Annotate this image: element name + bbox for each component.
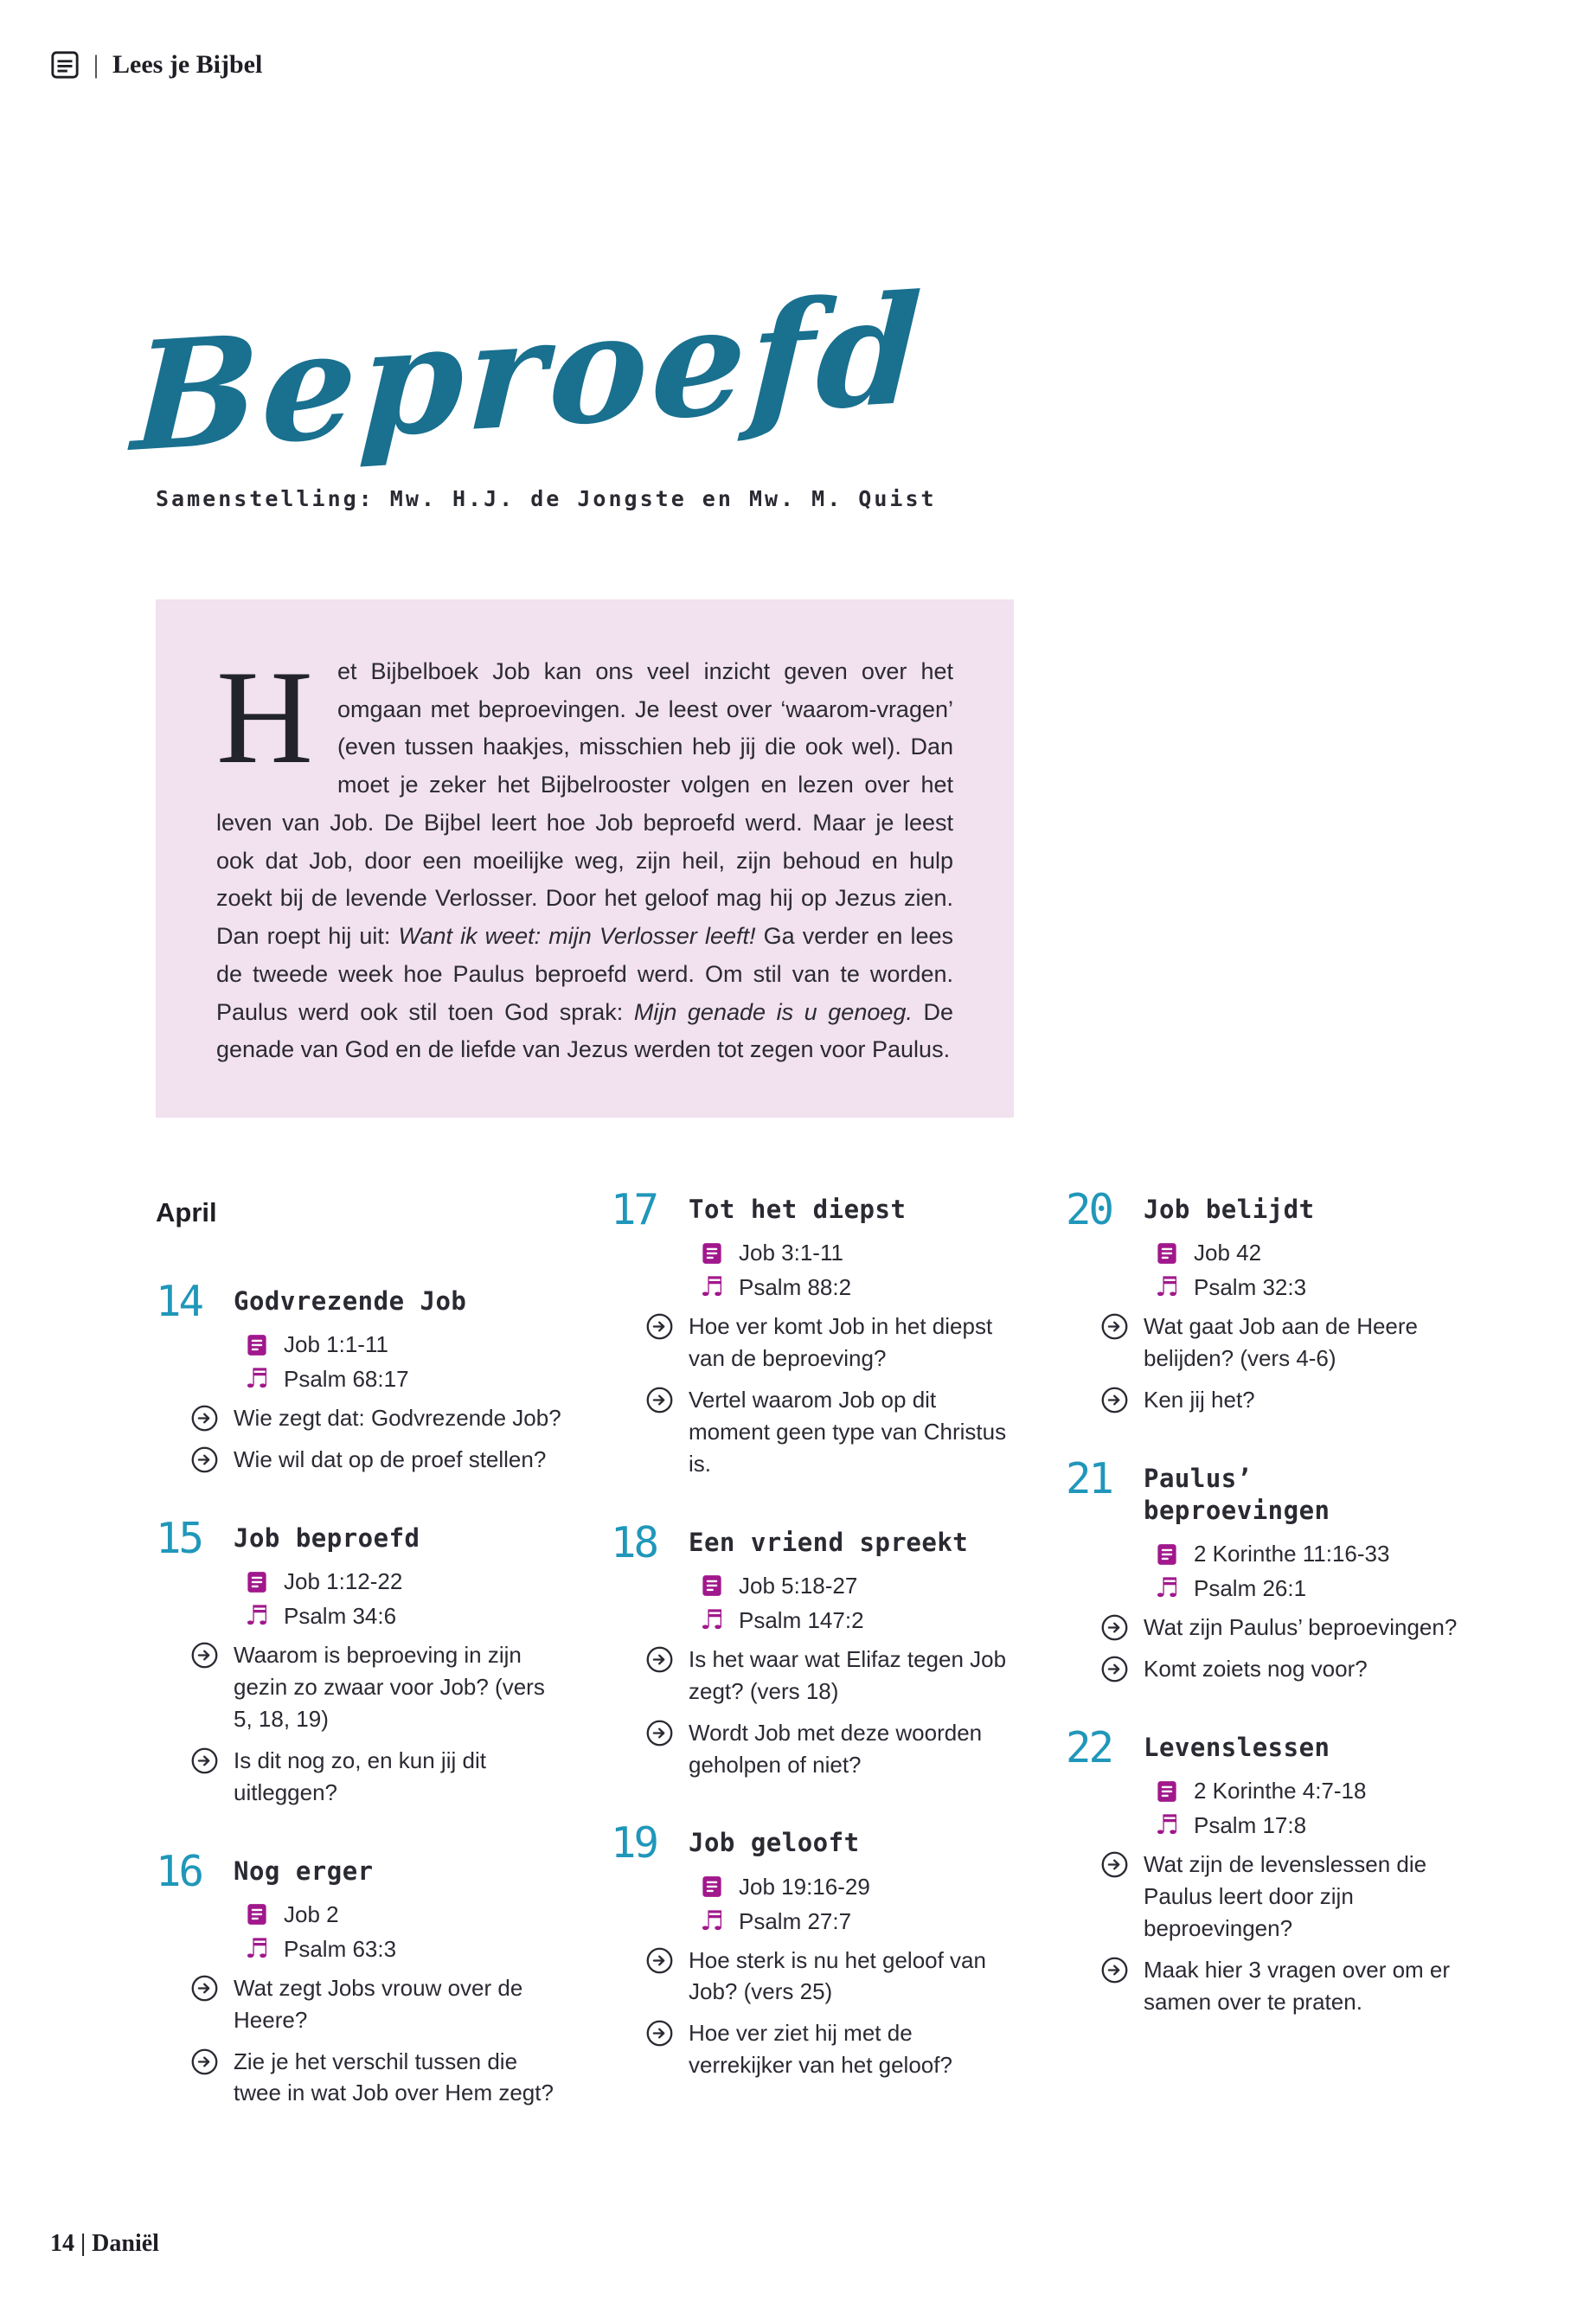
bible-reference: Job 3:1-11 (739, 1240, 843, 1266)
bible-reading-row (244, 1568, 562, 1595)
day-entry (611, 1517, 1017, 1781)
arrow-circle-icon (190, 2048, 219, 2076)
book-icon (244, 1332, 270, 1358)
day-number: 20 (1066, 1185, 1112, 1235)
arrow-circle-icon (645, 2019, 674, 2048)
arrow-circle-icon (645, 1386, 674, 1414)
dropcap-letter: H (216, 643, 313, 792)
page-header (50, 50, 262, 80)
question-text: Ken jij het? (1144, 1387, 1255, 1413)
day-entry (611, 1185, 1017, 1480)
music-note-icon: ♬ (245, 1600, 269, 1632)
psalm-row (699, 1272, 1017, 1304)
question-item (689, 1945, 1017, 2009)
psalm-reference: Psalm 68:17 (284, 1366, 409, 1393)
main-content (129, 0, 1475, 2156)
day-number: 18 (611, 1517, 657, 1567)
header-separator: | (93, 50, 99, 79)
question-text: Wat gaat Job aan de Heere belijden? (vers 4-6) (1144, 1313, 1419, 1372)
psalm-row (244, 1363, 562, 1395)
psalm-reference: Psalm 17:8 (1194, 1812, 1307, 1839)
intro-segment: et Bijbelboek Job kan ons veel inzicht geven over het omgaan met beproevingen. Je leest over ‘waarom-vragen’ (even tussen haakjes, misschien heb jij die ook wel). Dan moet je zeker het Bijbelrooster volgen en lezen over het leven van Job. De Bijbel leert hoe Job beproefd werd. Maar je leest ook dat Job, door een moeilijke weg, zijn heil, zijn behoud en hulp zoekt bij de levende Verlosser. Door het geloof mag hij op Jezus zien. Dan roept hij uit: (216, 658, 953, 950)
music-note-icon: ♬ (700, 1604, 724, 1636)
intro-segment: De genade van God en de liefde van Jezus werden tot zegen voor Paulus. (216, 998, 953, 1063)
bible-reading-row (699, 1874, 1017, 1900)
page-title: Beproefd (129, 260, 928, 486)
question-text: Wat zijn de levenslessen die Paulus leert door zijn beproevingen? (1144, 1851, 1427, 1941)
day-title: Job gelooft (689, 1828, 860, 1858)
schedule-column-3 (1066, 1185, 1472, 2065)
intro-paragraph (216, 643, 953, 1069)
question-text: Is dit nog zo, en kun jij dit uitleggen? (234, 1747, 486, 1805)
question-text: Wie wil dat op de proef stellen? (234, 1446, 547, 1473)
bible-reading-row (1154, 1240, 1472, 1266)
question-item (234, 1745, 562, 1809)
question-item (689, 2017, 1017, 2081)
bible-reference: Job 1:12-22 (284, 1568, 403, 1595)
question-text: Wie zegt dat: Godvrezende Job? (234, 1405, 561, 1432)
question-item (689, 1311, 1017, 1375)
intro-box (156, 599, 1014, 1118)
book-icon (1154, 1240, 1180, 1266)
music-note-icon: ♬ (1155, 1573, 1179, 1605)
question-item (1144, 1954, 1472, 2018)
question-text: Wat zegt Jobs vrouw over de Heere? (234, 1974, 523, 2033)
psalm-row (244, 1932, 562, 1965)
question-text: Zie je het verschil tussen die twee in wat Job over Hem zegt? (234, 2048, 554, 2106)
psalm-row (699, 1905, 1017, 1937)
question-text: Komt zoiets nog voor? (1144, 1656, 1368, 1682)
intro-segment: Want ik weet: mijn Verlosser leeft! (398, 923, 764, 950)
psalm-row (1154, 1810, 1472, 1842)
question-item (234, 1444, 562, 1476)
arrow-circle-icon (645, 1946, 674, 1975)
bible-reading-row (244, 1901, 562, 1928)
day-title: Tot het diepst (689, 1195, 907, 1225)
bible-reading-row (244, 1331, 562, 1358)
arrow-circle-icon (645, 1719, 674, 1747)
bible-reference: 2 Korinthe 4:7-18 (1194, 1778, 1367, 1804)
arrow-circle-icon (190, 1404, 219, 1433)
logo-icon (50, 50, 80, 80)
book-icon (244, 1569, 270, 1595)
day-entry (611, 1818, 1017, 2081)
day-number: 19 (611, 1818, 657, 1868)
psalm-reference: Psalm 27:7 (739, 1907, 852, 1934)
question-text: Wordt Job met deze woorden geholpen of niet? (689, 1719, 983, 1778)
question-item (1144, 1612, 1472, 1644)
question-item (234, 1639, 562, 1735)
day-title: Godvrezende Job (234, 1286, 467, 1317)
question-text: Waarom is beproeving in zijn gezin zo zwaar voor Job? (vers 5, 18, 19) (234, 1642, 545, 1732)
page-footer: 14 | Daniël (50, 2230, 159, 2257)
byline: Samenstelling: Mw. H.J. de Jongste en Mw. M. Quist (156, 486, 937, 511)
day-number: 22 (1066, 1722, 1112, 1772)
day-title: Levenslessen (1144, 1732, 1330, 1762)
arrow-circle-icon (190, 1747, 219, 1775)
bible-reading-row (1154, 1541, 1472, 1567)
title-block (129, 221, 1475, 486)
day-number: 14 (156, 1277, 202, 1327)
day-entry (1066, 1453, 1472, 1685)
book-icon (1154, 1541, 1180, 1567)
arrow-circle-icon (1100, 1956, 1129, 1984)
day-entry (156, 1514, 562, 1809)
psalm-reference: Psalm 147:2 (739, 1606, 864, 1633)
question-text: Maak hier 3 vragen over om er samen over te praten. (1144, 1956, 1451, 2015)
day-number: 17 (611, 1185, 657, 1235)
arrow-circle-icon (645, 1645, 674, 1674)
day-entry (156, 1277, 562, 1476)
question-item (234, 2046, 562, 2110)
arrow-circle-icon (190, 1445, 219, 1474)
bible-reference: Job 42 (1194, 1240, 1262, 1266)
bible-reading-row (699, 1573, 1017, 1599)
question-text: Wat zijn Paulus’ beproevingen? (1144, 1614, 1458, 1641)
bible-reading-row (699, 1240, 1017, 1266)
music-note-icon: ♬ (1155, 1810, 1179, 1842)
schedule-column-1 (156, 1194, 562, 2156)
bible-reference: 2 Korinthe 11:16-33 (1194, 1541, 1390, 1567)
arrow-circle-icon (1100, 1850, 1129, 1879)
psalm-row (1154, 1573, 1472, 1605)
music-note-icon: ♬ (245, 1932, 269, 1965)
arrow-circle-icon (1100, 1655, 1129, 1683)
day-title: Job belijdt (1144, 1195, 1315, 1225)
day-title: Nog erger (234, 1856, 374, 1886)
day-number: 16 (156, 1846, 202, 1896)
arrow-circle-icon (190, 1641, 219, 1670)
psalm-row (244, 1600, 562, 1632)
schedule-column-2 (611, 1185, 1017, 2128)
question-item (689, 1644, 1017, 1708)
psalm-row (1154, 1272, 1472, 1304)
book-icon (699, 1874, 725, 1900)
arrow-circle-icon (1100, 1613, 1129, 1642)
psalm-reference: Psalm 32:3 (1194, 1274, 1307, 1301)
day-entry (1066, 1185, 1472, 1416)
psalm-reference: Psalm 26:1 (1194, 1575, 1307, 1602)
bible-reference: Job 1:1-11 (284, 1331, 388, 1358)
music-note-icon: ♬ (1155, 1272, 1179, 1304)
intro-segment: Ga verder en lees de tweede week hoe Paulus beproefd werd. Om stil van te worden. Paulus werd ook stil toen God sprak: (216, 923, 953, 1025)
psalm-reference: Psalm 34:6 (284, 1603, 397, 1630)
question-text: Is het waar wat Elifaz tegen Job zegt? (vers 18) (689, 1645, 1007, 1704)
arrow-circle-icon (190, 1974, 219, 2003)
question-text: Vertel waarom Job op dit moment geen type van Christus is. (689, 1387, 1007, 1477)
question-item (1144, 1311, 1472, 1375)
day-entry (156, 1846, 562, 2110)
bible-reading-row (1154, 1778, 1472, 1804)
bible-reference: Job 2 (284, 1900, 339, 1927)
arrow-circle-icon (645, 1312, 674, 1341)
psalm-reference: Psalm 63:3 (284, 1935, 397, 1962)
question-item (1144, 1849, 1472, 1945)
day-entry (1066, 1722, 1472, 2018)
arrow-circle-icon (1100, 1386, 1129, 1414)
book-icon (699, 1573, 725, 1599)
book-icon (699, 1240, 725, 1266)
month-heading: April (156, 1197, 217, 1228)
day-title: Een vriend spreekt (689, 1527, 969, 1557)
book-icon (1154, 1779, 1180, 1804)
psalm-reference: Psalm 88:2 (739, 1274, 852, 1301)
question-text: Hoe sterk is nu het geloof van Job? (vers 25) (689, 1946, 986, 2005)
book-icon (244, 1901, 270, 1927)
day-title: Job beproefd (234, 1523, 420, 1553)
music-note-icon: ♬ (700, 1272, 724, 1304)
psalm-row (699, 1604, 1017, 1636)
question-item (689, 1717, 1017, 1781)
question-item (234, 1972, 562, 2036)
question-item (234, 1402, 562, 1434)
intro-segment: Mijn genade is u genoeg. (633, 998, 924, 1025)
day-title: Paulus’ beproevingen (1144, 1463, 1330, 1526)
question-item (689, 1384, 1017, 1480)
question-item (1144, 1384, 1472, 1416)
question-text: Hoe ver ziet hij met de verrekijker van het geloof? (689, 2020, 952, 2079)
question-item (1144, 1653, 1472, 1685)
music-note-icon: ♬ (245, 1363, 269, 1395)
day-number: 21 (1066, 1453, 1112, 1503)
brand-title: Lees je Bijbel (112, 50, 263, 79)
bible-reference: Job 19:16-29 (739, 1873, 870, 1900)
bible-reference: Job 5:18-27 (739, 1572, 858, 1599)
music-note-icon: ♬ (700, 1905, 724, 1937)
reading-schedule (156, 1185, 1475, 2156)
question-text: Hoe ver komt Job in het diepst van de beproeving? (689, 1313, 993, 1372)
arrow-circle-icon (1100, 1312, 1129, 1341)
day-number: 15 (156, 1514, 202, 1563)
